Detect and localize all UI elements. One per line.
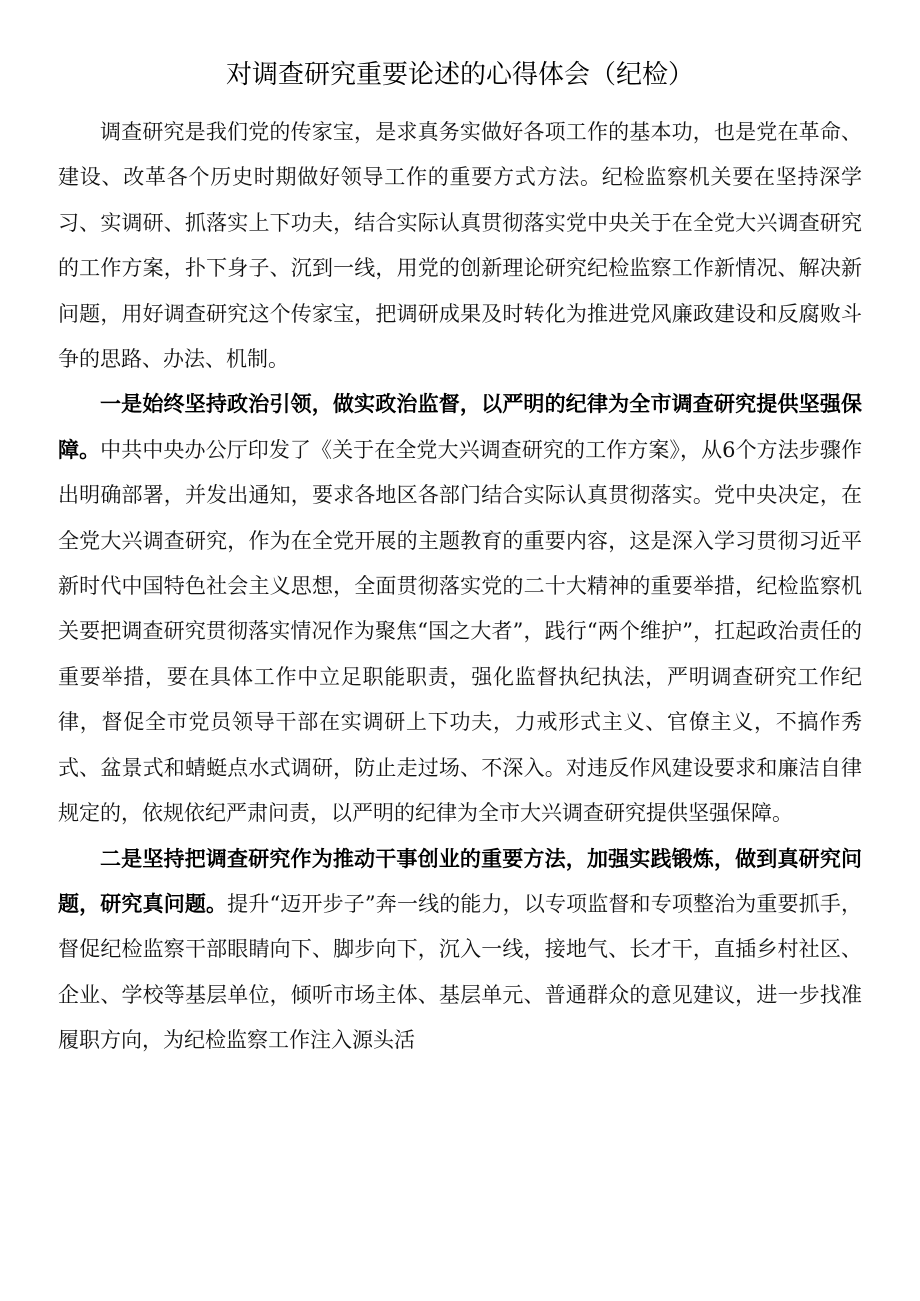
paragraph-text: 调查研究是我们党的传家宝，是求真务实做好各项工作的基本功，也是党在革命、建设、改革各个历史时期做好领导工作的重要方式方法。纪检监察机关要在坚持深学习、实调研、抓落实上下功夫，结合实际认真贯彻落实党中央关于在全党大兴调查研究的工作方案，扑下身子、沉到一线，用党的创新理论研究纪检监察工作新情况、解决新问题，用好调查研究这个传家宝，把调研成果及时转化为推进党风廉政建设和反腐败斗争的思路、办法、机制。 [58,120,862,372]
paragraph-text: 提升“迈开步子”奔一线的能力，以专项监督和专项整治为重要抓手，督促纪检监察干部眼睛向下、脚步向下，沉入一线，接地气、长才干，直插乡村社区、企业、学校等基层单位，倾听市场主体、基层单元、普通群众的意见建议，进一步找准履职方向，为纪检监察工作注入源头活 [58,891,862,1053]
paragraph-text: 中共中央办公厅印发了《关于在全党大兴调查研究的工作方案》，从6个方法步骤作出明确部署，并发出通知，要求各地区各部门结合实际认真贯彻落实。党中央决定，在全党大兴调查研究，作为在全党开展的主题教育的重要内容，这是深入学习贯彻习近平新时代中国特色社会主义思想，全面贯彻落实党的二十大精神的重要举措，纪检监察机关要把调查研究贯彻落实情况作为聚焦“国之大者”，践行“两个维护”，扛起政治责任的重要举措，要在具体工作中立足职能职责，强化监督执纪执法，严明调查研究工作纪律，督促全市党员领导干部在实调研上下功夫，力戒形式主义、官僚主义，不搞作秀式、盆景式和蜻蜓点水式调研，防止走过场、不深入。对违反作风建设要求和廉洁自律规定的，依规依纪严肃问责，以严明的纪律为全市大兴调查研究提供坚强保障。 [58,437,863,826]
paragraph-lead: 一是始终坚持政治引领，做实政治监督，以严明的纪律为全市调查研究提供坚强保障。 [58,392,862,462]
document-body [58,110,862,1064]
paragraph-point-one [58,382,862,836]
page-title: 对调查研究重要论述的心得体会（纪检） [225,60,694,90]
paragraph-intro [58,110,862,382]
paragraph-lead: 二是坚持把调查研究作为推动干事创业的重要方法，加强实践锻炼，做到真研究问题，研究真问题。 [58,846,862,916]
paragraph-point-two [58,837,862,1064]
